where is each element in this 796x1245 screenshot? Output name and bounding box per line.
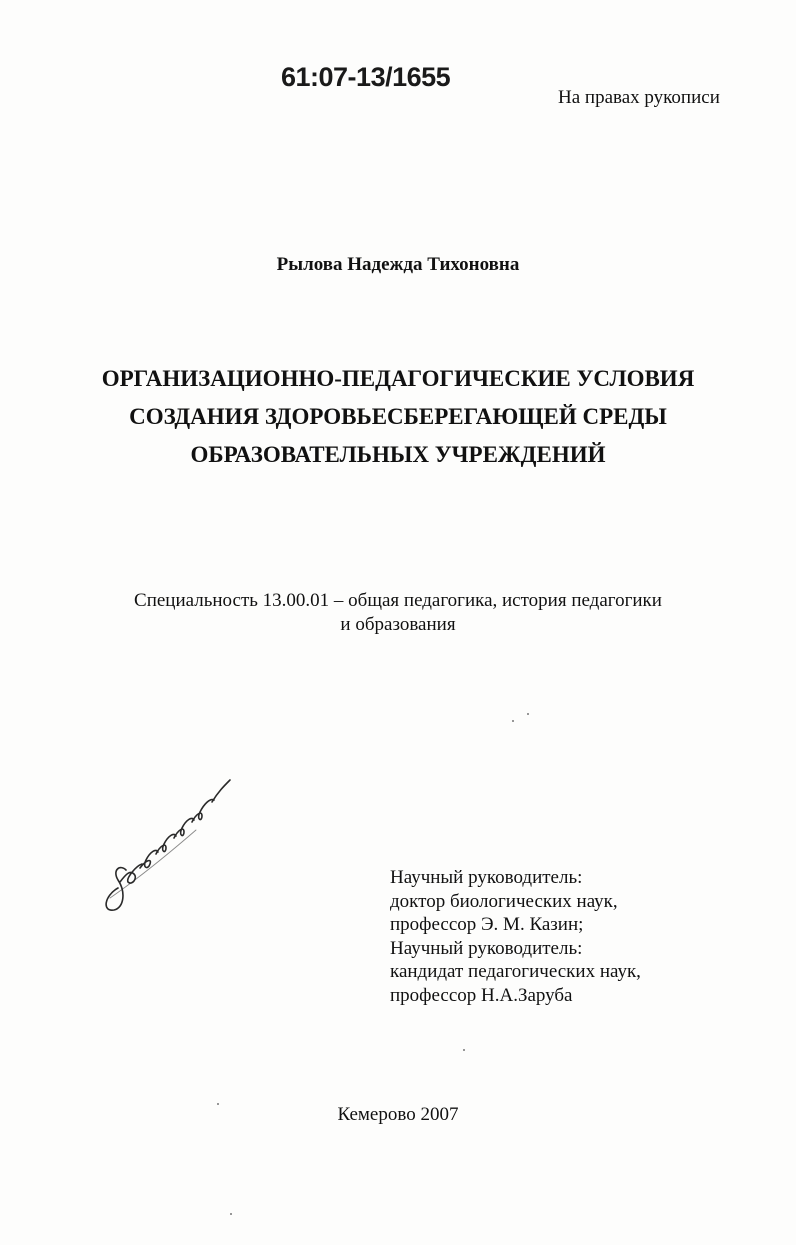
supervisor-line: Научный руководитель: [390, 937, 583, 959]
supervisors-block [390, 866, 641, 1007]
author-name: Рылова Надежда Тихоновна [276, 254, 520, 275]
specialty-line: и образования [340, 614, 456, 635]
specialty-line: Специальность 13.00.01 – общая педагогика, история педагогики [134, 590, 662, 611]
supervisor-line: профессор Э. М. Казин; [390, 914, 584, 935]
scan-speck [230, 1213, 232, 1215]
title-line: ОРГАНИЗАЦИОННО-ПЕДАГОГИЧЕСКИЕ УСЛОВИЯ [101, 366, 695, 391]
scan-speck [463, 1049, 465, 1051]
archive-code: 61:07-13/1655 [281, 62, 451, 92]
handwritten-signature [96, 770, 236, 920]
city-year: Кемерово 2007 [337, 1104, 459, 1125]
supervisor-line: Научный руководитель: [390, 867, 583, 888]
title-line: ОБРАЗОВАТЕЛЬНЫХ УЧРЕЖДЕНИЙ [190, 442, 606, 467]
scan-speck [527, 713, 529, 715]
rights-note: На правах рукописи [558, 87, 720, 108]
supervisor-line: кандидат педагогических наук, [390, 961, 641, 982]
thesis-title [0, 360, 796, 474]
specialty-block [0, 589, 796, 637]
supervisor-line: профессор Н.А.Заруба [390, 984, 573, 1006]
scan-speck [217, 1103, 219, 1105]
scan-speck [512, 720, 514, 722]
supervisor-line: доктор биологических наук, [390, 890, 618, 912]
title-line: СОЗДАНИЯ ЗДОРОВЬЕСБЕРЕГАЮЩЕЙ СРЕДЫ [129, 404, 667, 429]
